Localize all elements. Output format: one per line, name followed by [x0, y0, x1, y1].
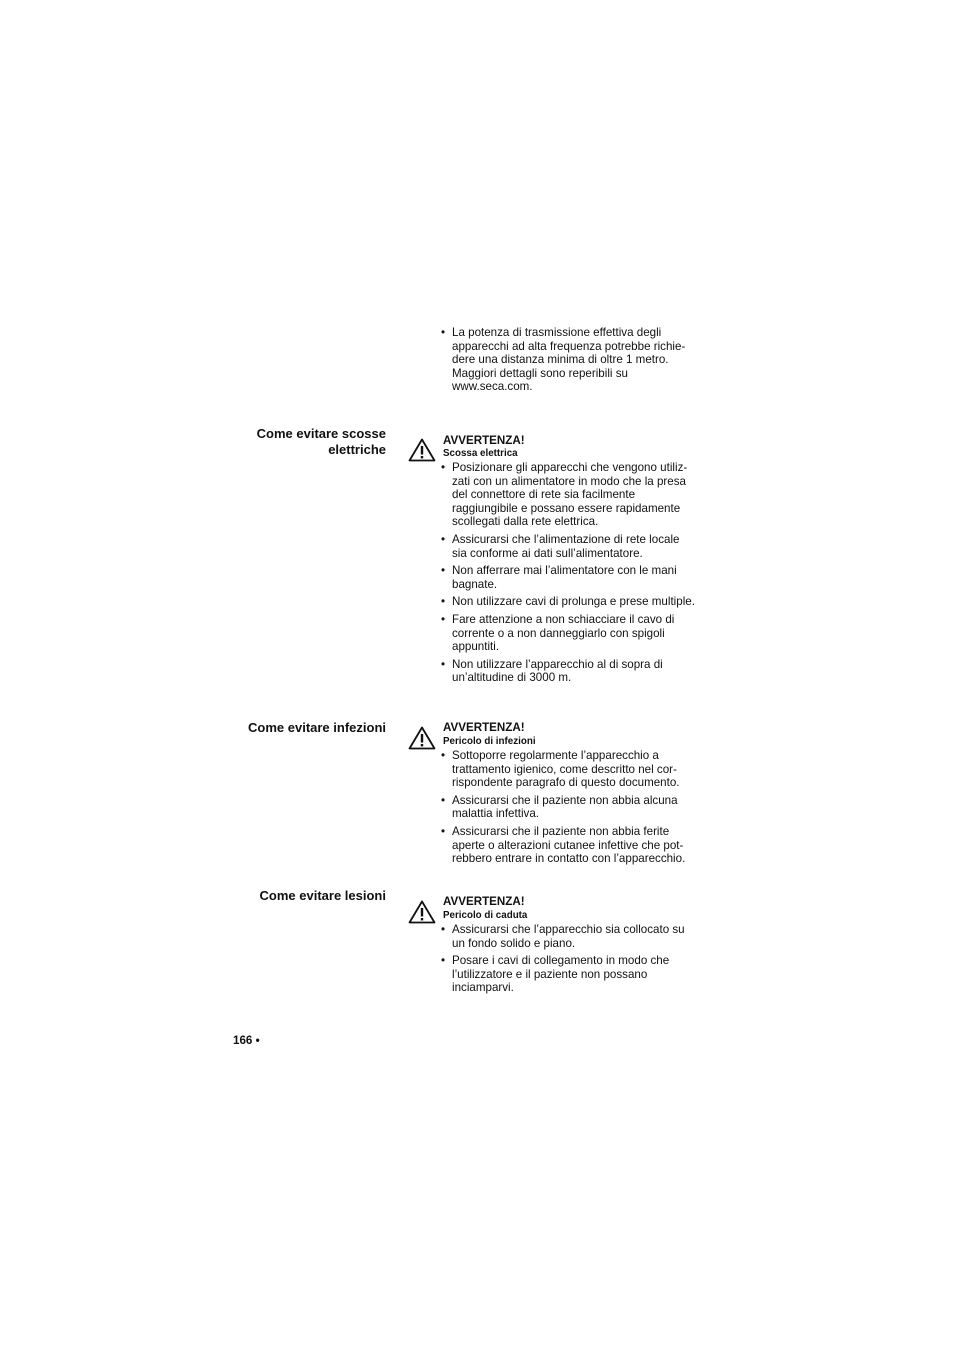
list-item: • Posizionare gli apparecchi che vengono utiliz- zati con un alimentatore in modo che la presa del connettore di rete sia facilmente raggiungibile e possano essere rapidamente scollegati dalla rete elettrica. [441, 461, 696, 529]
list-item: • Non utilizzare l’apparecchio al di sopra di un’altitudine di 3000 m. [441, 658, 696, 685]
list-item: • Assicurarsi che il paziente non abbia ferite aperte o alterazioni cutanee infettive che pot- rebbero entrare in contatto con l’apparecchio. [441, 825, 696, 866]
list-item: • Sottoporre regolarmente l’apparecchio a trattamento igienico, come descritto nel cor- rispondente paragrafo di questo documento. [441, 749, 696, 790]
electric-shock-bullet-list [441, 461, 696, 689]
list-item: • Non utilizzare cavi di prolunga e prese multiple. [441, 595, 696, 609]
page-number: 166 • [233, 1034, 260, 1047]
warning-subtitle: Pericolo di infezioni [443, 736, 536, 747]
list-item: • La potenza di trasmissione effettiva degli apparecchi ad alta frequenza potrebbe richie- dere una distanza minima di oltre 1 metro. Maggiori dettagli sono reperibili su www.seca.com. [441, 326, 696, 394]
list-item: • Assicurarsi che l’alimentazione di rete locale sia conforme ai dati sull’alimentatore. [441, 533, 696, 560]
warning-title: AVVERTENZA! [443, 434, 525, 447]
warning-title: AVVERTENZA! [443, 721, 525, 734]
list-item: • Non afferrare mai l’alimentatore con le mani bagnate. [441, 564, 696, 591]
injuries-bullet-list [441, 923, 696, 999]
intro-bullet-list [441, 326, 696, 398]
warning-triangle-icon [408, 726, 436, 750]
list-item: • Posare i cavi di collegamento in modo che l’utilizzatore e il paziente non possano inciamparvi. [441, 954, 696, 995]
infections-bullet-list [441, 749, 696, 870]
warning-triangle-icon [408, 438, 436, 462]
section-heading-electric-shock: Come evitare scosse elettriche [256, 426, 386, 457]
warning-title: AVVERTENZA! [443, 895, 525, 908]
section-heading-injuries: Come evitare lesioni [259, 888, 386, 903]
warning-subtitle: Scossa elettrica [443, 448, 518, 459]
warning-triangle-icon [408, 900, 436, 924]
section-heading-infections: Come evitare infezioni [248, 720, 386, 735]
list-item: • Fare attenzione a non schiacciare il cavo di corrente o a non danneggiarlo con spigoli appuntiti. [441, 613, 696, 654]
list-item: • Assicurarsi che il paziente non abbia alcuna malattia infettiva. [441, 794, 696, 821]
warning-subtitle: Pericolo di caduta [443, 910, 528, 921]
list-item: • Assicurarsi che l’apparecchio sia collocato su un fondo solido e piano. [441, 923, 696, 950]
